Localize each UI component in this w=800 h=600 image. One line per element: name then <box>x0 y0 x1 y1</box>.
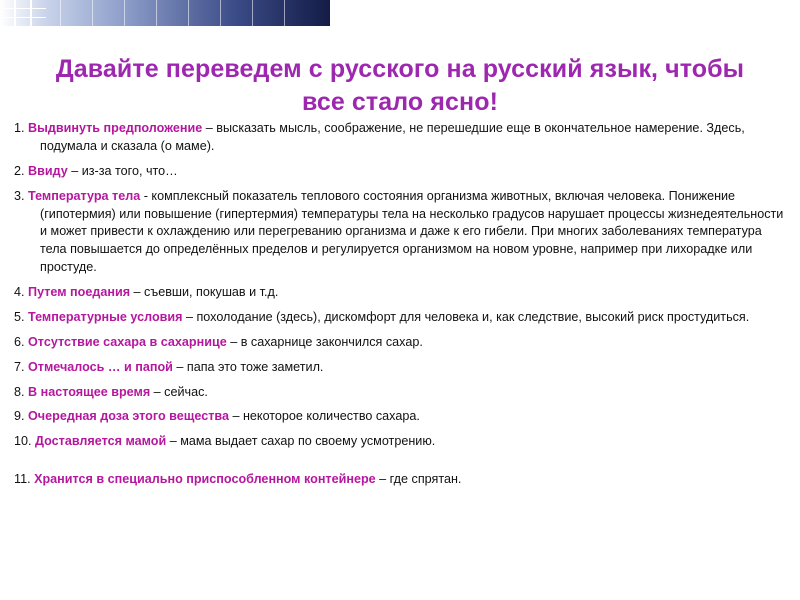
list-item-term: Хранится в специально приспособленном контейнере <box>34 472 376 487</box>
list-item <box>14 188 789 277</box>
list-item-text: – где спрятан. <box>375 472 462 487</box>
list-item-text: – мама выдает сахар по своему усмотрению. <box>166 434 436 449</box>
list-item-number: 11. <box>14 472 35 487</box>
list-item-text: – съевши, покушав и т.д. <box>130 285 279 299</box>
list-item-number: 9. <box>14 409 29 424</box>
list-item-text: – в сахарнице закончился сахар. <box>226 334 423 349</box>
list-item-number: 6. <box>14 334 29 349</box>
list-item-term: Отсутствие сахара в сахарнице <box>28 334 227 349</box>
list-item-text: – похолодание (здесь), дискомфорт для человека и, как следствие, высокий риск простудиться. <box>182 309 750 324</box>
list-item <box>14 309 789 327</box>
list-item-term: Отмечалось … и папой <box>28 359 173 374</box>
spacer <box>14 458 789 471</box>
list-item-term: В настоящее время <box>28 384 151 399</box>
page-title: Давайте переведем с русского на русский язык, чтобы все стало ясно! <box>55 54 745 116</box>
list-item <box>14 163 789 181</box>
list-item-number: 2. <box>14 163 29 178</box>
list-item <box>14 471 789 489</box>
list-item-text: – из-за того, что… <box>67 163 178 178</box>
list-item-term: Очередная доза этого вещества <box>28 409 229 424</box>
list-item-term: Ввиду <box>28 163 68 178</box>
list-item-number: 3. <box>14 188 29 203</box>
list-item-term: Путем поедания <box>28 285 131 299</box>
list-item-term: Температура тела <box>28 188 141 203</box>
list-item-number: 1. <box>14 121 29 135</box>
list-item-number: 7. <box>14 359 29 374</box>
decorative-gradient-bar <box>0 0 330 26</box>
list-item <box>14 433 789 451</box>
list-item-number: 8. <box>14 384 29 399</box>
list-item-term: Температурные условия <box>28 309 183 324</box>
list-item-text: – некоторое количество сахара. <box>228 409 420 424</box>
list-item-number: 10. <box>14 434 36 449</box>
list-item-text: – папа это тоже заметил. <box>172 359 324 374</box>
list-item <box>14 284 789 302</box>
list-item <box>14 334 789 352</box>
list-item <box>14 408 789 426</box>
definitions-list <box>14 120 789 496</box>
list-item-number: 5. <box>14 309 29 324</box>
list-item-term: Выдвинуть предположение <box>28 121 203 135</box>
list-item-term: Доставляется мамой <box>35 434 167 449</box>
list-item-text: – сейчас. <box>150 384 208 399</box>
list-item-number: 4. <box>14 285 29 299</box>
list-item <box>14 359 789 377</box>
list-item-text: - комплексный показатель теплового состояния организма животных, включая человека. Понижение (гипотермия) или повышение (гипертермия) температуры тела на несколько градусов нарушает процессы жизнедеятельности и может привести к охлаждению или перегреванию организма и даже к его гибели. При многих заболеваниях температура тела повышается до определённых пределов и регулируется организмом на новом уровне, например при лихорадке или простуде. <box>40 188 784 275</box>
decorative-squares <box>0 0 46 26</box>
list-item <box>14 384 789 402</box>
list-item <box>14 120 789 156</box>
list-item-text: – высказать мысль, соображение, не перешедшие еще в окончательное намерение. Здесь, подумала и сказала (о маме). <box>40 121 745 153</box>
